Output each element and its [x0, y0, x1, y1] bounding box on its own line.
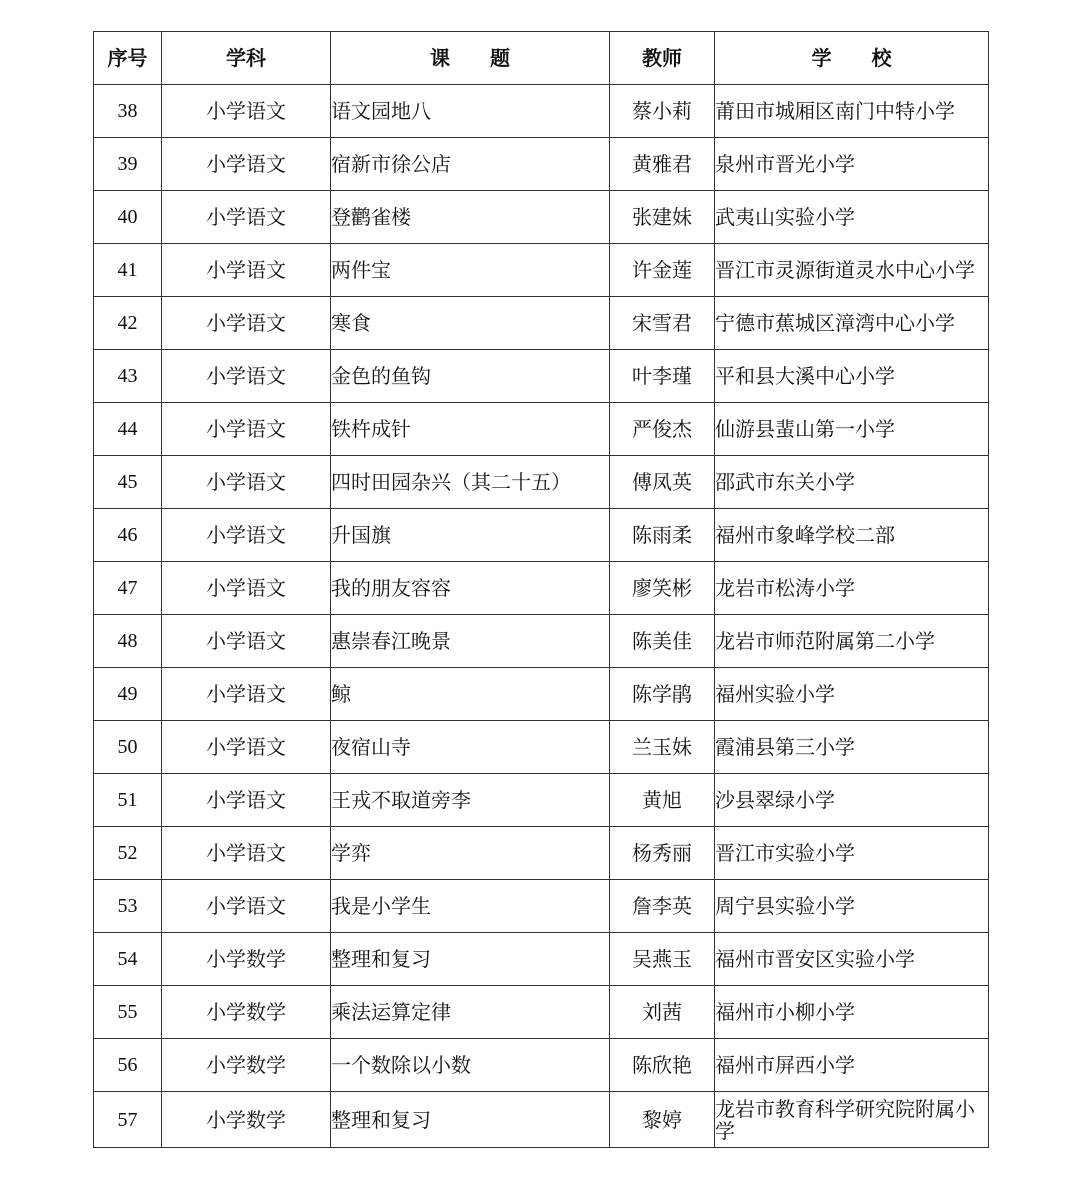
cell-school: 莆田市城厢区南门中特小学: [715, 85, 989, 138]
cell-subject: 小学数学: [162, 986, 331, 1039]
table-row: [94, 138, 989, 191]
cell-topic: 语文园地八: [331, 85, 610, 138]
cell-topic: 一个数除以小数: [331, 1039, 610, 1092]
cell-topic: 惠崇春江晚景: [331, 615, 610, 668]
cell-num: 39: [94, 138, 162, 191]
cell-school: 福州市晋安区实验小学: [715, 933, 989, 986]
cell-topic: 我是小学生: [331, 880, 610, 933]
cell-teacher: 陈欣艳: [610, 1039, 715, 1092]
cell-subject: 小学语文: [162, 615, 331, 668]
cell-topic: 铁杵成针: [331, 403, 610, 456]
cell-teacher: 叶李瑾: [610, 350, 715, 403]
cell-topic: 乘法运算定律: [331, 986, 610, 1039]
table-row: [94, 85, 989, 138]
cell-num: 55: [94, 986, 162, 1039]
cell-topic: 升国旗: [331, 509, 610, 562]
cell-num: 54: [94, 933, 162, 986]
cell-teacher: 杨秀丽: [610, 827, 715, 880]
cell-num: 40: [94, 191, 162, 244]
cell-subject: 小学语文: [162, 880, 331, 933]
cell-num: 49: [94, 668, 162, 721]
cell-num: 38: [94, 85, 162, 138]
cell-teacher: 吴燕玉: [610, 933, 715, 986]
header-row: [94, 32, 989, 85]
cell-subject: 小学语文: [162, 774, 331, 827]
cell-topic: 整理和复习: [331, 933, 610, 986]
cell-topic: 夜宿山寺: [331, 721, 610, 774]
cell-school: 福州市小柳小学: [715, 986, 989, 1039]
cell-topic: 鲸: [331, 668, 610, 721]
cell-school: 福州市象峰学校二部: [715, 509, 989, 562]
cell-teacher: 严俊杰: [610, 403, 715, 456]
cell-teacher: 蔡小莉: [610, 85, 715, 138]
cell-subject: 小学语文: [162, 562, 331, 615]
cell-topic: 学弈: [331, 827, 610, 880]
table-row: [94, 933, 989, 986]
cell-num: 44: [94, 403, 162, 456]
cell-school: 龙岩市教育科学研究院附属小学: [715, 1092, 989, 1148]
table-row: [94, 456, 989, 509]
cell-num: 45: [94, 456, 162, 509]
cell-school: 晋江市灵源街道灵水中心小学: [715, 244, 989, 297]
cell-subject: 小学语文: [162, 456, 331, 509]
table-row: [94, 350, 989, 403]
cell-teacher: 陈学鹃: [610, 668, 715, 721]
table-row: [94, 562, 989, 615]
cell-school: 宁德市蕉城区漳湾中心小学: [715, 297, 989, 350]
cell-subject: 小学语文: [162, 403, 331, 456]
cell-teacher: 刘茜: [610, 986, 715, 1039]
cell-subject: 小学语文: [162, 244, 331, 297]
cell-subject: 小学语文: [162, 350, 331, 403]
cell-num: 41: [94, 244, 162, 297]
cell-school: 周宁县实验小学: [715, 880, 989, 933]
cell-subject: 小学语文: [162, 297, 331, 350]
cell-school: 晋江市实验小学: [715, 827, 989, 880]
cell-subject: 小学数学: [162, 1092, 331, 1148]
table-row: [94, 1039, 989, 1092]
cell-school: 泉州市晋光小学: [715, 138, 989, 191]
cell-subject: 小学数学: [162, 1039, 331, 1092]
header-school: 学 校: [715, 32, 989, 85]
table-row: [94, 1092, 989, 1148]
table-row: [94, 615, 989, 668]
header-num: 序号: [94, 32, 162, 85]
cell-teacher: 黄雅君: [610, 138, 715, 191]
cell-teacher: 宋雪君: [610, 297, 715, 350]
header-topic: 课 题: [331, 32, 610, 85]
cell-num: 46: [94, 509, 162, 562]
cell-subject: 小学语文: [162, 827, 331, 880]
table-row: [94, 668, 989, 721]
cell-topic: 寒食: [331, 297, 610, 350]
roster-table: [93, 31, 989, 1148]
cell-topic: 王戎不取道旁李: [331, 774, 610, 827]
cell-num: 47: [94, 562, 162, 615]
cell-school: 平和县大溪中心小学: [715, 350, 989, 403]
cell-teacher: 詹李英: [610, 880, 715, 933]
cell-topic: 我的朋友容容: [331, 562, 610, 615]
table-row: [94, 297, 989, 350]
header-subject: 学科: [162, 32, 331, 85]
cell-num: 48: [94, 615, 162, 668]
table-row: [94, 986, 989, 1039]
table-row: [94, 721, 989, 774]
header-teacher: 教师: [610, 32, 715, 85]
table-row: [94, 774, 989, 827]
table-row: [94, 509, 989, 562]
cell-num: 51: [94, 774, 162, 827]
roster-body: [94, 85, 989, 1148]
cell-subject: 小学语文: [162, 191, 331, 244]
cell-topic: 登鹳雀楼: [331, 191, 610, 244]
cell-subject: 小学数学: [162, 933, 331, 986]
cell-school: 福州市屏西小学: [715, 1039, 989, 1092]
table-row: [94, 244, 989, 297]
cell-subject: 小学语文: [162, 85, 331, 138]
cell-teacher: 黎婷: [610, 1092, 715, 1148]
cell-teacher: 陈美佳: [610, 615, 715, 668]
cell-topic: 整理和复习: [331, 1092, 610, 1148]
cell-school: 龙岩市师范附属第二小学: [715, 615, 989, 668]
cell-school: 沙县翠绿小学: [715, 774, 989, 827]
cell-teacher: 陈雨柔: [610, 509, 715, 562]
cell-subject: 小学语文: [162, 509, 331, 562]
cell-num: 50: [94, 721, 162, 774]
table-row: [94, 191, 989, 244]
cell-school: 福州实验小学: [715, 668, 989, 721]
table-row: [94, 827, 989, 880]
cell-subject: 小学语文: [162, 138, 331, 191]
cell-topic: 宿新市徐公店: [331, 138, 610, 191]
cell-teacher: 张建妹: [610, 191, 715, 244]
cell-topic: 两件宝: [331, 244, 610, 297]
cell-num: 53: [94, 880, 162, 933]
cell-topic: 金色的鱼钩: [331, 350, 610, 403]
table-row: [94, 403, 989, 456]
cell-school: 霞浦县第三小学: [715, 721, 989, 774]
table-row: [94, 880, 989, 933]
cell-teacher: 许金莲: [610, 244, 715, 297]
cell-num: 42: [94, 297, 162, 350]
cell-school: 龙岩市松涛小学: [715, 562, 989, 615]
cell-school: 仙游县蜚山第一小学: [715, 403, 989, 456]
cell-school: 邵武市东关小学: [715, 456, 989, 509]
cell-topic: 四时田园杂兴（其二十五）: [331, 456, 610, 509]
cell-teacher: 廖笑彬: [610, 562, 715, 615]
cell-num: 52: [94, 827, 162, 880]
cell-subject: 小学语文: [162, 668, 331, 721]
cell-num: 57: [94, 1092, 162, 1148]
cell-subject: 小学语文: [162, 721, 331, 774]
cell-teacher: 傅凤英: [610, 456, 715, 509]
cell-teacher: 黄旭: [610, 774, 715, 827]
cell-teacher: 兰玉妹: [610, 721, 715, 774]
cell-num: 56: [94, 1039, 162, 1092]
cell-num: 43: [94, 350, 162, 403]
cell-school: 武夷山实验小学: [715, 191, 989, 244]
